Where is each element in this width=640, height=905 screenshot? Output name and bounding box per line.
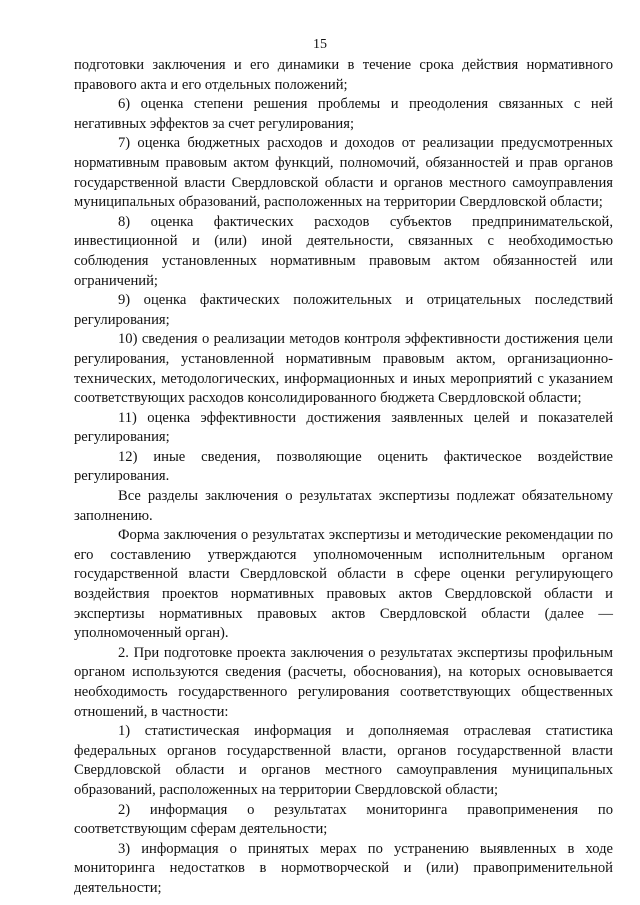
paragraph: 8) оценка фактических расходов субъектов предпринимательской, инвестиционной и (или) иной деятельности, связанных с необходимостью соблюдения установленных нормативным правовым актом обязанностей или ограничений;: [74, 213, 613, 289]
page-number: 15: [313, 37, 327, 52]
paragraph: 6) оценка степени решения проблемы и преодоления связанных с ней негативных эффектов за счет регулирования;: [74, 96, 613, 132]
paragraph: 3) информация о принятых мерах по устранению выявленных в ходе мониторинга недостатков в нормотворческой и (или) правоприменительной деятельности;: [74, 840, 613, 896]
paragraph: 12) иные сведения, позволяющие оценить фактическое воздействие регулирования.: [74, 448, 613, 485]
paragraph: Форма заключения о результатах экспертизы и методические рекомендации по его составлению утверждаются уполномоченным исполнительным органом государственной власти Свердловской области в сфере оценки регулирующего воздействия проектов нормативных правовых актов Свердловской области и экспертизы нормативных правовых актов Свердловской области (далее — уполномоченный орган).: [74, 527, 613, 642]
paragraph: 11) оценка эффективности достижения заявленных целей и показателей регулирования;: [74, 409, 613, 446]
paragraph: подготовки заключения и его динамики в течение срока действия нормативного правового акта и его отдельных положений;: [74, 57, 613, 93]
paragraph: 10) сведения о реализации методов контроля эффективности достижения цели регулирования, установленной нормативным правовым актом, организационно-технических, методологических, информационных и иных мероприятий с указанием соответствующих расходов консолидированного бюджета Свердловской области;: [74, 331, 613, 407]
paragraph: Все разделы заключения о результатах экспертизы подлежат обязательному заполнению.: [74, 488, 613, 524]
paragraph: 1) статистическая информация и дополняемая отраслевая статистика федеральных органов государственной власти, органов государственной власти Свердловской области и органов местного самоуправления муниципальных образований, расположенных на территории Свердловской области;: [74, 723, 613, 798]
paragraph: 7) оценка бюджетных расходов и доходов от реализации предусмотренных нормативным правовым актом функций, полномочий, обязанностей и прав органов государственной власти Свердловской области и органов местного самоуправления муниципальных образований, расположенных на территории Свердловской области;: [74, 135, 613, 211]
document-body: [74, 56, 613, 899]
paragraph: 2. При подготовке проекта заключения о результатах экспертизы профильным органом используются сведения (расчеты, обоснования), на которых основывается необходимость государственного регулирования соответствующих общественных отношений, в частности:: [74, 644, 613, 720]
paragraph: 2) информация о результатах мониторинга правоприменения по соответствующим сферам деятельности;: [74, 801, 613, 838]
paragraph: 9) оценка фактических положительных и отрицательных последствий регулирования;: [74, 292, 613, 328]
